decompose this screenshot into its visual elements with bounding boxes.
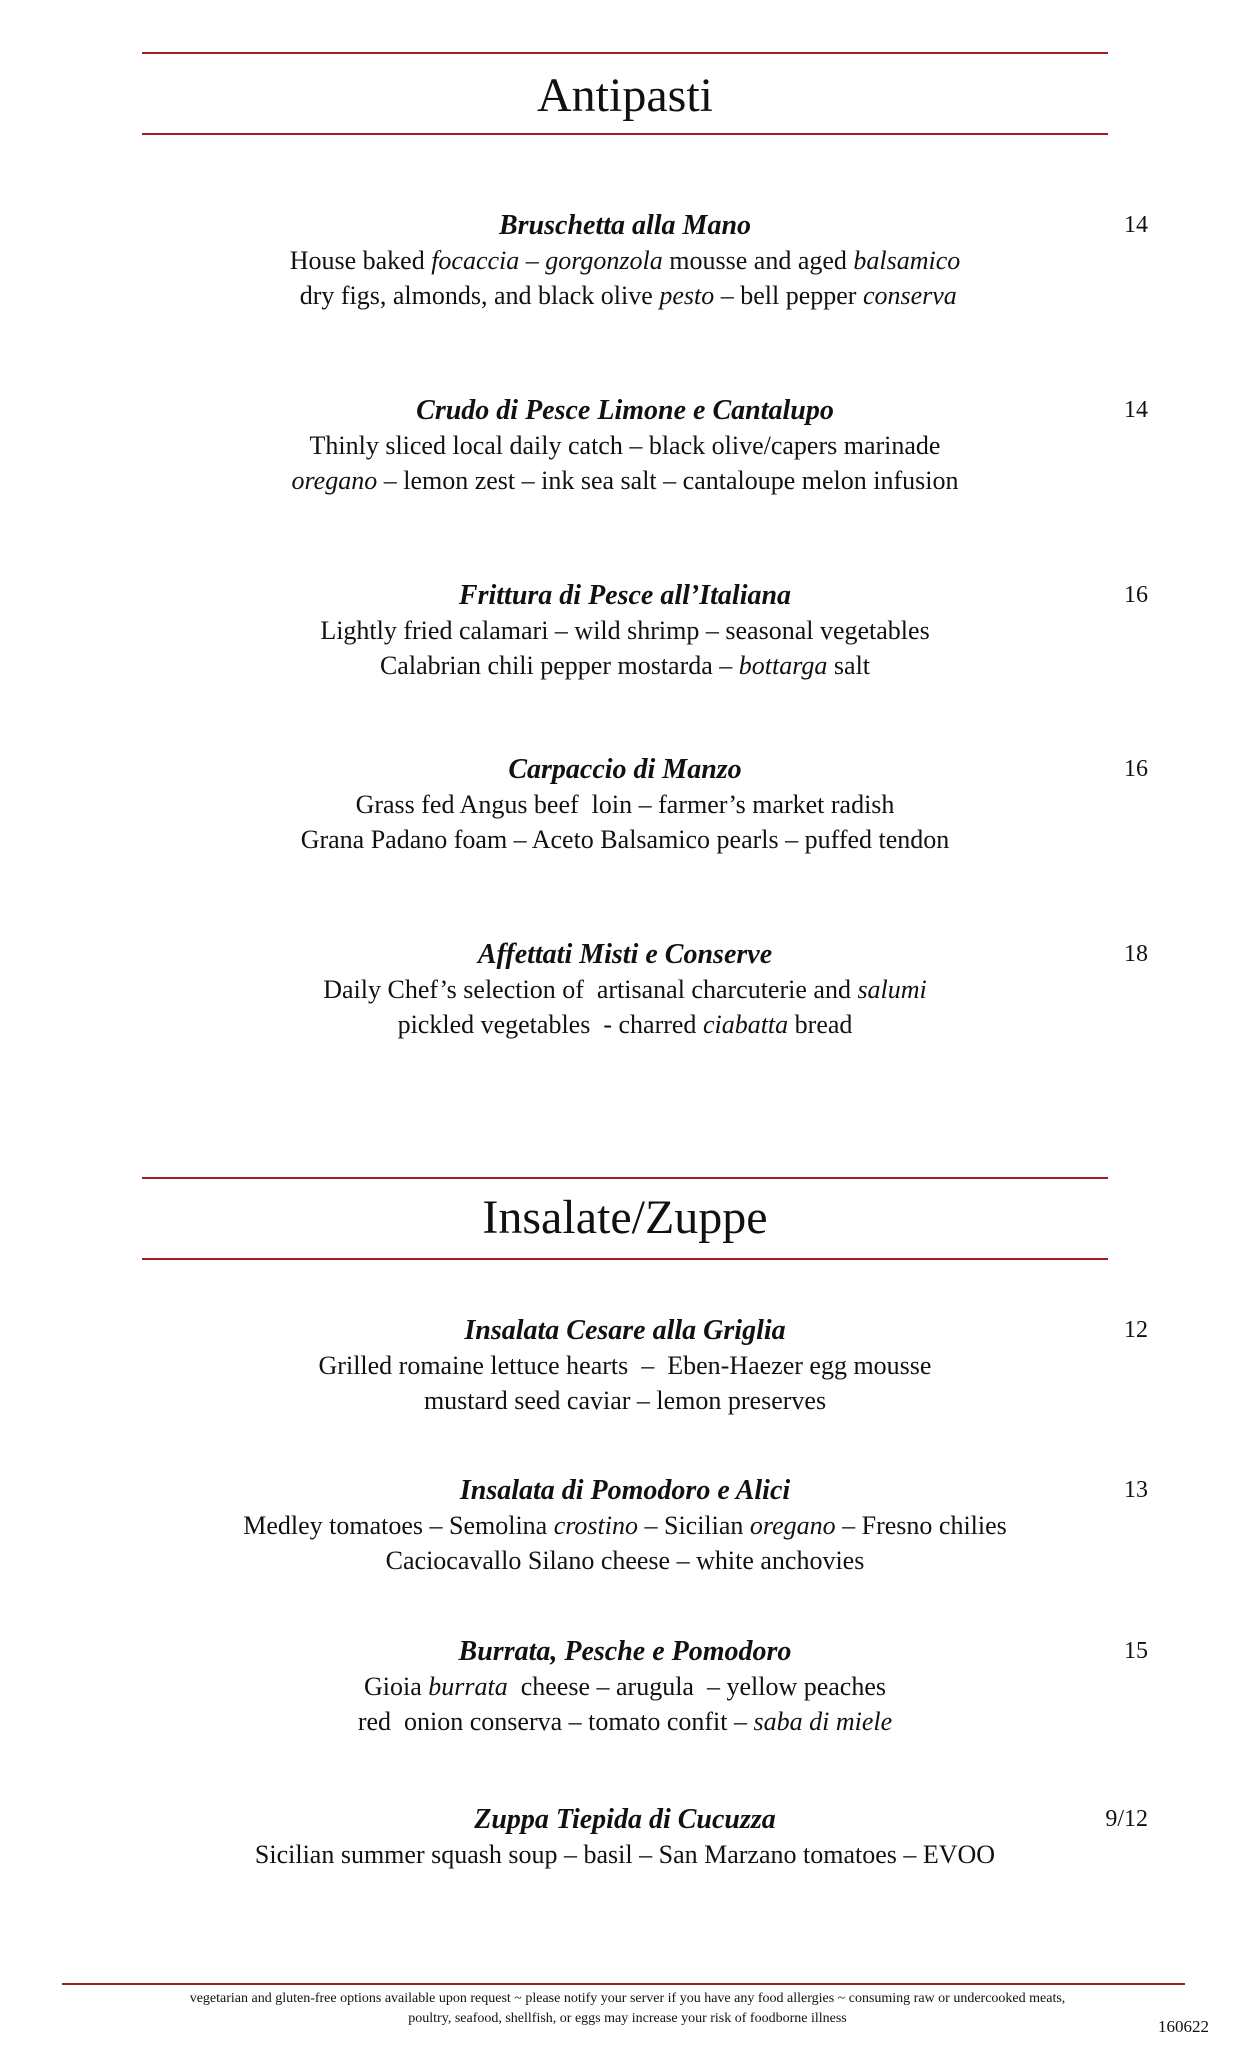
description-text: Thinly sliced local daily catch – black olive/capers marinade — [309, 431, 941, 460]
description-text: red onion conserva – tomato confit – — [357, 1707, 754, 1736]
item-description-line — [142, 1704, 1108, 1739]
description-text: mustard seed caviar – lemon preserves — [423, 1386, 827, 1415]
italic-term: gorgonzola — [545, 246, 663, 275]
italic-term: oregano — [749, 1511, 836, 1540]
description-text: mousse and aged — [662, 246, 854, 275]
italic-term: burrata — [428, 1672, 508, 1701]
italic-term: bottarga — [738, 651, 828, 680]
item-description-line — [142, 1007, 1108, 1042]
item-description-line — [142, 648, 1108, 683]
italic-term: balsamico — [853, 246, 961, 275]
menu-item-carpaccio-di-manzo — [142, 752, 1148, 857]
item-description-line — [142, 1669, 1108, 1704]
footer-disclaimer — [70, 1989, 1185, 2029]
italic-term: oregano — [291, 466, 378, 495]
item-price: 15 — [1124, 1638, 1148, 1664]
description-text: salt — [827, 651, 871, 680]
menu-item-crudo-di-pesce — [142, 393, 1148, 498]
description-text: – Fresno chilies — [835, 1511, 1007, 1540]
description-text: – Sicilian — [637, 1511, 750, 1540]
description-text: bread — [788, 1010, 853, 1039]
item-description-line — [142, 787, 1108, 822]
item-description-line — [142, 463, 1108, 498]
insalate-bottom-rule — [142, 1258, 1108, 1260]
item-price: 9/12 — [1105, 1806, 1148, 1832]
description-text: Calabrian chili pepper mostarda – — [379, 651, 739, 680]
menu-item-frittura-di-pesce — [142, 578, 1148, 683]
description-text: Daily Chef’s selection of artisanal charcuterie and — [323, 975, 858, 1004]
description-text: Gioia — [363, 1672, 429, 1701]
description-text: cheese – arugula – yellow peaches — [507, 1672, 887, 1701]
menu-code: 160622 — [1158, 2017, 1209, 2036]
item-price: 16 — [1124, 582, 1148, 608]
item-description-line — [142, 278, 1108, 313]
item-name: Frittura di Pesce all’Italiana — [458, 580, 792, 611]
italic-term: conserva — [862, 281, 957, 310]
item-price: 14 — [1124, 212, 1148, 238]
italic-term: saba di miele — [753, 1707, 893, 1736]
description-text: Caciocavallo Silano cheese – white anchovies — [385, 1546, 865, 1575]
description-text: Lightly fried calamari – wild shrimp – seasonal vegetables — [320, 616, 930, 645]
item-price: 14 — [1124, 397, 1148, 423]
menu-item-bruschetta — [142, 208, 1148, 313]
item-name: Bruschetta alla Mano — [498, 210, 752, 241]
section-title-insalate-zuppe: Insalate/Zuppe — [482, 1191, 768, 1244]
menu-item-insalata-cesare — [142, 1313, 1148, 1418]
item-price: 18 — [1124, 941, 1148, 967]
item-name: Zuppa Tiepida di Cucuzza — [474, 1804, 776, 1835]
item-price: 16 — [1124, 756, 1148, 782]
italic-term: focaccia — [431, 246, 520, 275]
description-text: Grilled romaine lettuce hearts – Eben-Haezer egg mousse — [318, 1351, 932, 1380]
item-name: Carpaccio di Manzo — [508, 754, 742, 785]
item-description-line — [142, 1383, 1108, 1418]
description-text: Sicilian summer squash soup – basil – San Marzano tomatoes – EVOO — [254, 1840, 996, 1869]
item-description-line — [142, 1837, 1108, 1872]
item-description-line — [142, 972, 1108, 1007]
item-name: Insalata di Pomodoro e Alici — [459, 1475, 791, 1506]
italic-term: pesto — [659, 281, 715, 310]
description-text: Grana Padano foam – Aceto Balsamico pearls – puffed tendon — [300, 825, 950, 854]
item-name: Burrata, Pesche e Pomodoro — [458, 1636, 792, 1667]
menu-item-burrata — [142, 1634, 1148, 1739]
item-price: 12 — [1124, 1317, 1148, 1343]
item-description-line — [142, 613, 1108, 648]
item-name: Insalata Cesare alla Griglia — [464, 1315, 786, 1346]
description-text: – lemon zest – ink sea salt – cantaloupe melon infusion — [377, 466, 959, 495]
item-description-line — [142, 428, 1108, 463]
footer-line-2: poultry, seafood, shellfish, or eggs may increase your risk of foodborne illness — [408, 2011, 847, 2026]
item-name: Affettati Misti e Conserve — [477, 939, 773, 970]
antipasti-top-rule — [142, 52, 1108, 54]
description-text: pickled vegetables - charred — [397, 1010, 703, 1039]
item-description-line — [142, 822, 1108, 857]
menu-item-insalata-pomodoro-alici — [142, 1473, 1148, 1578]
footer-rule — [62, 1983, 1185, 1985]
item-description-line — [142, 1543, 1108, 1578]
item-description-line — [142, 1508, 1108, 1543]
item-description-line — [142, 243, 1108, 278]
description-text: Medley tomatoes – Semolina — [243, 1511, 554, 1540]
italic-term: crostino — [553, 1511, 638, 1540]
description-text: dry figs, almonds, and black olive — [293, 281, 660, 310]
item-name: Crudo di Pesce Limone e Cantalupo — [416, 395, 834, 426]
description-text: – bell pepper — [714, 281, 863, 310]
italic-term: salumi — [857, 975, 927, 1004]
footer-line-1: vegetarian and gluten-free options available upon request ~ please notify your server if you have any food allergies ~ consuming raw or undercooked meats, — [189, 1991, 1066, 2006]
item-price: 13 — [1124, 1477, 1148, 1503]
menu-item-affettati-misti — [142, 937, 1148, 1042]
description-text: House baked — [289, 246, 432, 275]
menu-item-zuppa-tiepida — [142, 1802, 1148, 1872]
italic-term: ciabatta — [702, 1010, 789, 1039]
antipasti-bottom-rule — [142, 133, 1108, 135]
description-text: Grass fed Angus beef loin – farmer’s market radish — [355, 790, 895, 819]
item-description-line — [142, 1348, 1108, 1383]
section-title-antipasti: Antipasti — [537, 69, 713, 122]
description-text: – — [519, 246, 546, 275]
insalate-top-rule — [142, 1177, 1108, 1179]
